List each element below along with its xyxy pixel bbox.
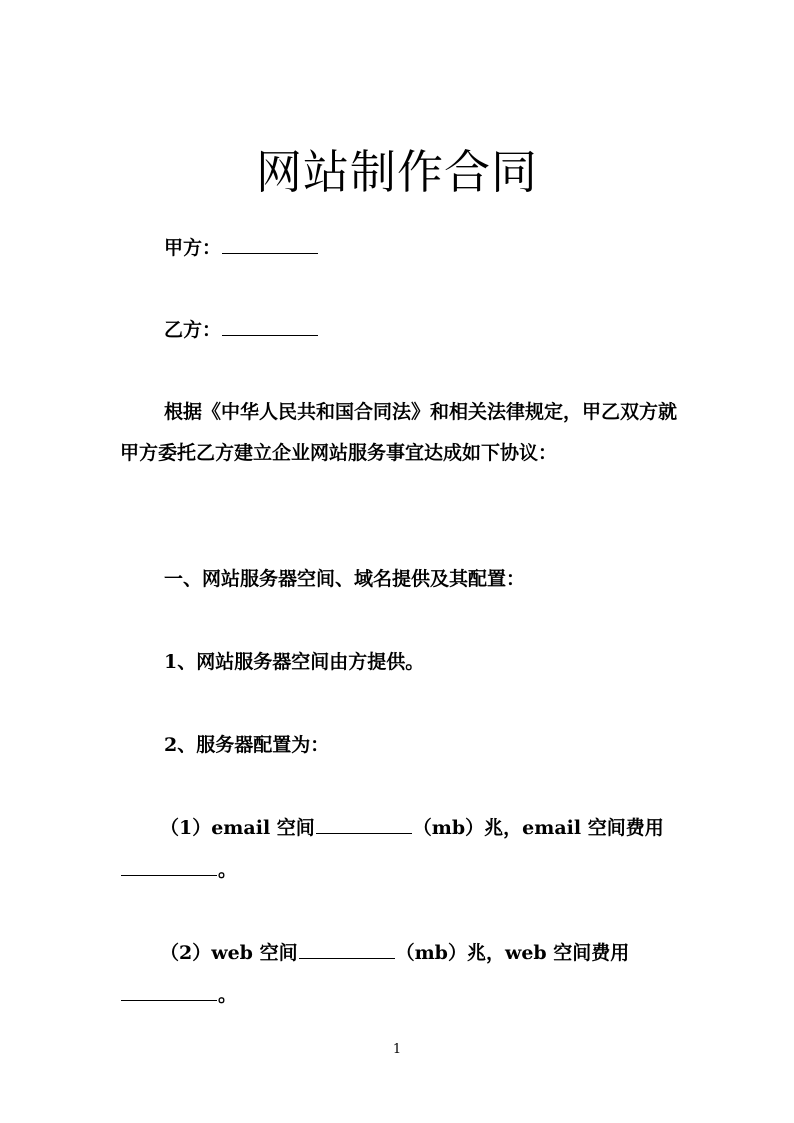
item-1-suffix: 。 xyxy=(218,859,238,881)
item-2-line xyxy=(120,933,716,974)
page-number: 1 xyxy=(392,1042,402,1057)
party-b-label: 乙方： xyxy=(164,319,222,341)
item-2-space-blank xyxy=(299,938,395,959)
item-1-middle: （mb）兆，email 空间费用 xyxy=(412,817,664,839)
party-a-line xyxy=(120,228,720,269)
item-1-continuation xyxy=(120,850,676,891)
document-title: 网站制作合同 xyxy=(256,145,538,199)
item-1-line xyxy=(120,808,716,849)
item-2-prefix: （2）web 空间 xyxy=(160,942,298,964)
item-1-fee-blank xyxy=(121,855,217,876)
clause-2: 2、服务器配置为： xyxy=(164,734,330,756)
party-b-blank xyxy=(222,315,318,336)
section-1-heading: 一、网站服务器空间、域名提供及其配置： xyxy=(164,568,526,590)
party-a-label: 甲方： xyxy=(164,237,222,259)
item-2-suffix: 。 xyxy=(218,984,238,1006)
item-2-fee-blank xyxy=(121,980,217,1001)
item-1-space-blank xyxy=(316,813,412,834)
item-2-continuation xyxy=(120,975,676,1016)
party-a-blank xyxy=(222,233,318,254)
party-b-line xyxy=(120,310,720,351)
item-2-middle: （mb）兆，web 空间费用 xyxy=(395,942,630,964)
preamble-paragraph: 根据《中华人民共和国合同法》和相关法律规定，甲乙双方就甲方委托乙方建立企业网站服务事宜达成如下协议： xyxy=(120,401,678,464)
item-1-prefix: （1）email 空间 xyxy=(160,817,315,839)
clause-1: 1、网站服务器空间由方提供。 xyxy=(164,651,425,673)
